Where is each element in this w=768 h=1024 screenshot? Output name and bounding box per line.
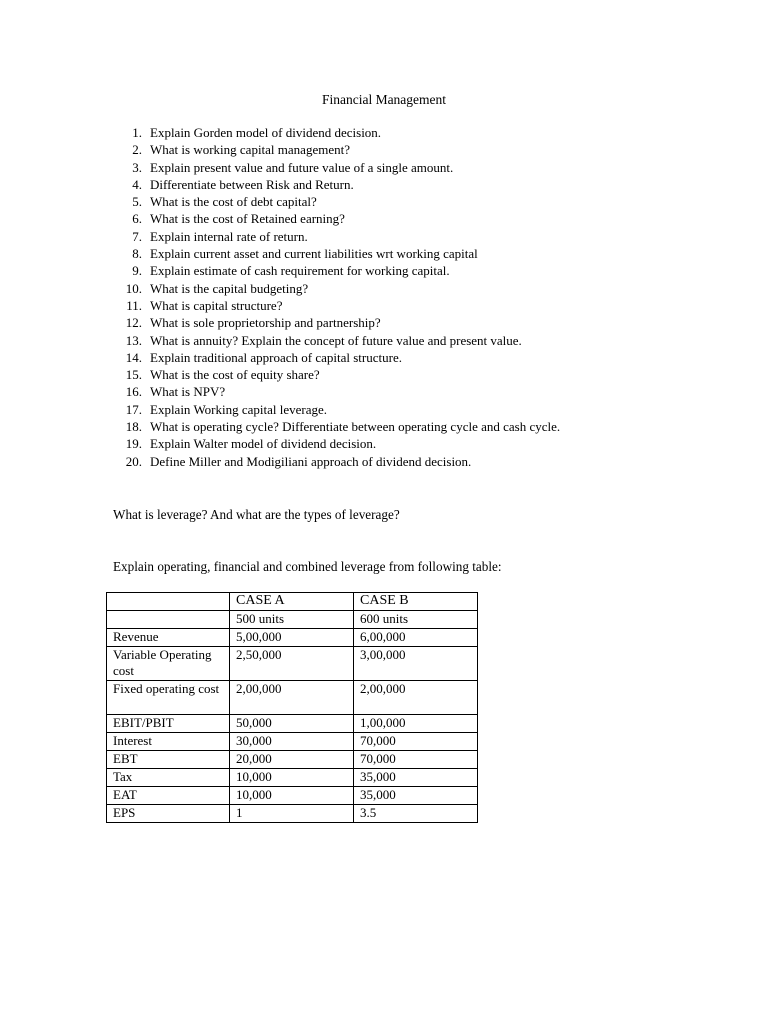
row-label: EAT [107, 787, 230, 805]
case-b-value: 2,00,000 [354, 681, 478, 715]
case-a-value: 10,000 [230, 769, 354, 787]
table-header-row [107, 593, 478, 611]
question-item [112, 124, 672, 141]
table-row [107, 681, 478, 715]
case-a-value: 1 [230, 805, 354, 823]
question-text: Explain estimate of cash requirement for working capital. [150, 263, 450, 279]
question-text: Explain Walter model of dividend decision. [150, 436, 377, 452]
question-item [112, 332, 672, 349]
question-number: 5. [132, 194, 142, 210]
case-b-value: 3,00,000 [354, 647, 478, 681]
row-label: Fixed operating cost [107, 681, 230, 715]
document-title: Financial Management [321, 92, 447, 107]
question-number: 14. [125, 349, 142, 365]
question-text: What is annuity? Explain the concept of future value and present value. [150, 332, 522, 348]
case-a-value: 30,000 [230, 733, 354, 751]
table-row [107, 647, 478, 681]
question-text: Explain present value and future value of a single amount. [150, 159, 454, 175]
question-number: 4. [132, 176, 142, 192]
question-item [112, 418, 672, 435]
question-text: What is operating cycle? Differentiate between operating cycle and cash cycle. [150, 419, 561, 435]
header-cell-empty [107, 593, 230, 611]
question-text: Explain traditional approach of capital structure. [150, 349, 402, 365]
question-number: 6. [132, 211, 142, 227]
question-number: 19. [125, 436, 142, 452]
question-item [112, 366, 672, 383]
case-b-value: 70,000 [354, 751, 478, 769]
question-number: 7. [132, 228, 142, 244]
question-number: 2. [132, 142, 142, 158]
leverage-question: What is leverage? And what are the types of leverage? [113, 507, 400, 522]
question-item [112, 297, 672, 314]
question-text: What is the cost of equity share? [150, 367, 320, 383]
case-a-value: 20,000 [230, 751, 354, 769]
question-text: What is the cost of debt capital? [150, 194, 317, 210]
question-text: What is capital structure? [150, 297, 283, 313]
header-cell-case-b: CASE B [354, 593, 478, 611]
case-a-value: 2,00,000 [230, 681, 354, 715]
table-row [107, 805, 478, 823]
case-b-value: 3.5 [354, 805, 478, 823]
units-cell-case-b: 600 units [354, 611, 478, 629]
units-cell-empty [107, 611, 230, 629]
leverage-table [106, 592, 478, 823]
question-text: Explain current asset and current liabilities wrt working capital [150, 246, 478, 262]
table-row [107, 751, 478, 769]
question-item [112, 193, 672, 210]
question-text: Differentiate between Risk and Return. [150, 176, 354, 192]
question-text: What is the capital budgeting? [150, 280, 309, 296]
case-b-value: 6,00,000 [354, 629, 478, 647]
question-text: What is sole proprietorship and partnership? [150, 315, 381, 331]
case-a-value: 2,50,000 [230, 647, 354, 681]
question-item [112, 435, 672, 452]
row-label: EBIT/PBIT [107, 715, 230, 733]
case-b-value: 1,00,000 [354, 715, 478, 733]
table-row [107, 715, 478, 733]
question-item [112, 210, 672, 227]
question-number: 10. [125, 280, 142, 296]
question-text: Explain internal rate of return. [150, 228, 308, 244]
question-number: 18. [125, 419, 142, 435]
question-number: 13. [125, 332, 142, 348]
case-a-value: 5,00,000 [230, 629, 354, 647]
question-item [112, 349, 672, 366]
question-item [112, 141, 672, 158]
table-intro: Explain operating, financial and combined leverage from following table: [113, 559, 502, 574]
row-label: Variable Operating cost [107, 647, 230, 681]
question-item [112, 176, 672, 193]
table-row [107, 733, 478, 751]
question-number: 17. [125, 401, 142, 417]
question-text: What is working capital management? [150, 142, 350, 158]
question-item [112, 383, 672, 400]
table-row [107, 769, 478, 787]
question-number: 1. [132, 125, 142, 140]
row-label: Interest [107, 733, 230, 751]
case-a-value: 10,000 [230, 787, 354, 805]
row-label: Tax [107, 769, 230, 787]
question-text: Explain Working capital leverage. [150, 401, 328, 417]
units-cell-case-a: 500 units [230, 611, 354, 629]
question-item [112, 228, 672, 245]
case-b-value: 35,000 [354, 787, 478, 805]
question-item [112, 262, 672, 279]
question-item [112, 245, 672, 262]
question-number: 16. [125, 384, 142, 400]
question-item [112, 159, 672, 176]
question-item [112, 314, 672, 331]
case-a-value: 50,000 [230, 715, 354, 733]
table-row [107, 629, 478, 647]
header-cell-case-a: CASE A [230, 593, 354, 611]
question-text: Explain Gorden model of dividend decision. [150, 125, 382, 140]
case-b-value: 35,000 [354, 769, 478, 787]
row-label: EBT [107, 751, 230, 769]
question-number: 12. [125, 315, 142, 331]
question-text: What is the cost of Retained earning? [150, 211, 345, 227]
question-number: 20. [125, 453, 142, 469]
question-number: 3. [132, 159, 142, 175]
table-row [107, 787, 478, 805]
row-label: Revenue [107, 629, 230, 647]
question-number: 9. [132, 263, 142, 279]
table-units-row [107, 611, 478, 629]
question-list [112, 124, 672, 470]
question-number: 11. [126, 297, 142, 313]
question-number: 15. [125, 367, 142, 383]
row-label: EPS [107, 805, 230, 823]
question-text: Define Miller and Modigiliani approach of dividend decision. [150, 453, 472, 469]
question-item [112, 453, 672, 470]
question-item [112, 401, 672, 418]
question-number: 8. [132, 246, 142, 262]
question-text: What is NPV? [150, 384, 226, 400]
question-item [112, 280, 672, 297]
case-b-value: 70,000 [354, 733, 478, 751]
